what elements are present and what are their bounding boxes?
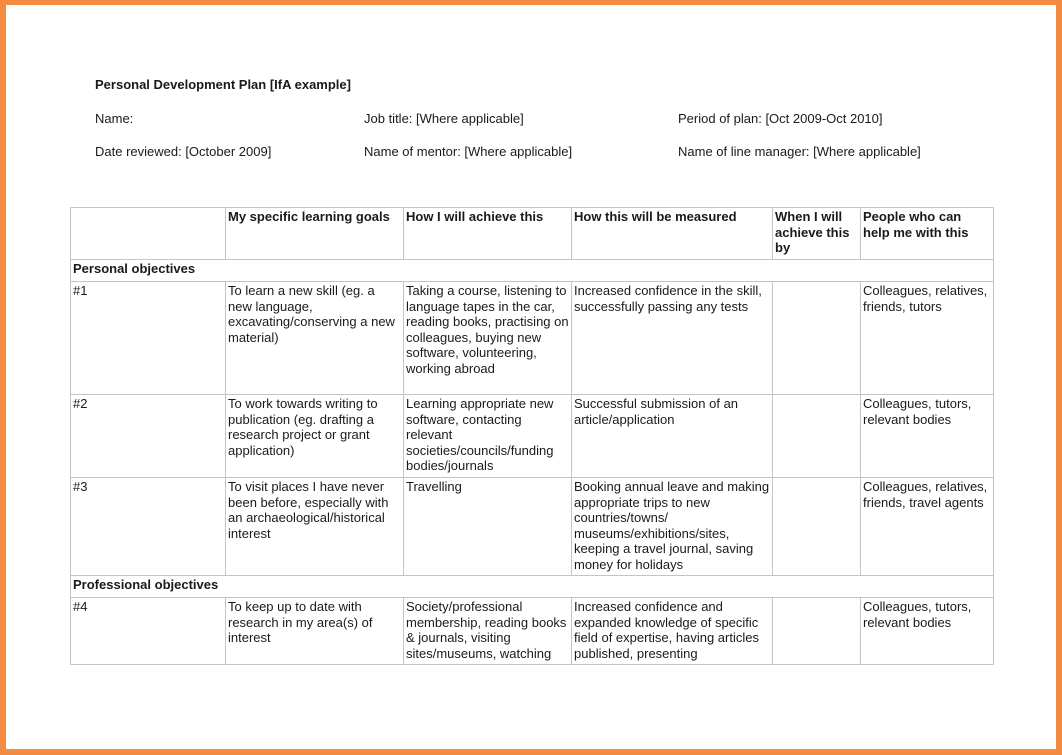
measure-cell: Booking annual leave and making appropriate trips to new countries/towns/ museums/exhibitions/sites, keeping a travel journal, saving money for holidays: [572, 478, 773, 576]
header-how-measured: How this will be measured: [572, 208, 773, 260]
table-header-row: [71, 208, 994, 260]
method-cell: Travelling: [404, 478, 572, 576]
goal-cell: To visit places I have never been before, especially with an archaeological/historical interest: [226, 478, 404, 576]
development-plan-table: [70, 207, 994, 665]
when-cell: [773, 282, 861, 395]
goal-cell: To work towards writing to publication (eg. drafting a research project or grant application): [226, 395, 404, 478]
document-page: [6, 5, 1056, 749]
method-cell: Taking a course, listening to language tapes in the car, reading books, practising on colleagues, buying new software, volunteering, working abroad: [404, 282, 572, 395]
people-cell: Colleagues, tutors, relevant bodies: [861, 395, 994, 478]
people-cell: Colleagues, relatives, friends, tutors: [861, 282, 994, 395]
section-title: Personal objectives: [71, 260, 994, 282]
measure-cell: Successful submission of an article/application: [572, 395, 773, 478]
line-manager-field: Name of line manager: [Where applicable]: [678, 144, 921, 159]
header-when-achieve: When I will achieve this by: [773, 208, 861, 260]
section-row-professional: [71, 576, 994, 598]
row-number: #2: [71, 395, 226, 478]
header-people-help: People who can help me with this: [861, 208, 994, 260]
people-cell: Colleagues, tutors, relevant bodies: [861, 598, 994, 665]
measure-cell: Increased confidence and expanded knowledge of specific field of expertise, having articles published, presenting: [572, 598, 773, 665]
table-row: [71, 395, 994, 478]
table-row: [71, 282, 994, 395]
when-cell: [773, 478, 861, 576]
people-cell: Colleagues, relatives, friends, travel agents: [861, 478, 994, 576]
section-title: Professional objectives: [71, 576, 994, 598]
date-reviewed-field: Date reviewed: [October 2009]: [95, 144, 272, 159]
mentor-field: Name of mentor: [Where applicable]: [364, 144, 573, 159]
header-learning-goals: My specific learning goals: [226, 208, 404, 260]
row-number: #3: [71, 478, 226, 576]
row-number: #4: [71, 598, 226, 665]
header-cell: [71, 208, 226, 260]
period-of-plan-field: Period of plan: [Oct 2009-Oct 2010]: [678, 111, 883, 126]
name-field: Name:: [95, 111, 134, 126]
when-cell: [773, 395, 861, 478]
goal-cell: To keep up to date with research in my area(s) of interest: [226, 598, 404, 665]
document-title: Personal Development Plan [IfA example]: [95, 77, 351, 92]
row-number: #1: [71, 282, 226, 395]
method-cell: Learning appropriate new software, contacting relevant societies/councils/funding bodies/journals: [404, 395, 572, 478]
section-row-personal: [71, 260, 994, 282]
when-cell: [773, 598, 861, 665]
job-title-field: Job title: [Where applicable]: [364, 111, 524, 126]
table-row: [71, 598, 994, 665]
measure-cell: Increased confidence in the skill, successfully passing any tests: [572, 282, 773, 395]
method-cell: Society/professional membership, reading books & journals, visiting sites/museums, watching: [404, 598, 572, 665]
goal-cell: To learn a new skill (eg. a new language, excavating/conserving a new material): [226, 282, 404, 395]
table-row: [71, 478, 994, 576]
header-how-achieve: How I will achieve this: [404, 208, 572, 260]
